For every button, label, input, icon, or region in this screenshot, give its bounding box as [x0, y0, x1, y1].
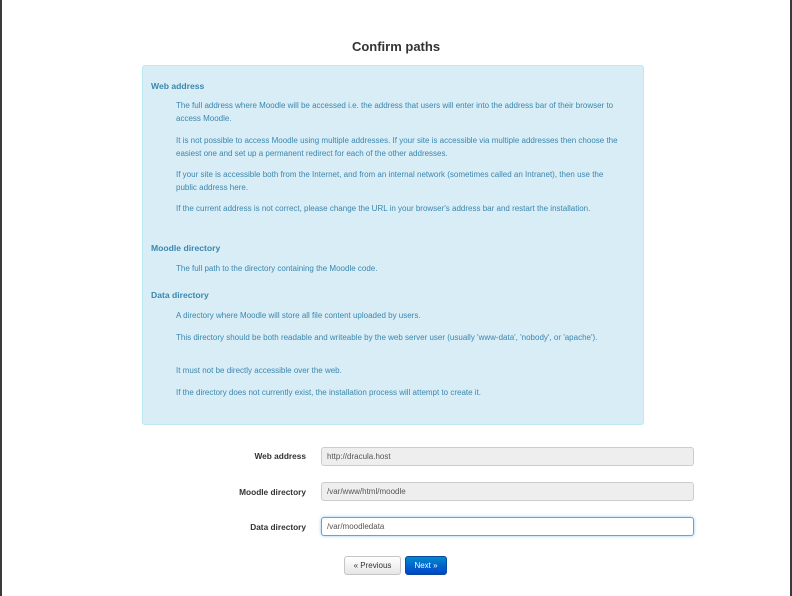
previous-button[interactable]: « Previous — [344, 556, 401, 575]
window-left-border — [0, 0, 2, 596]
page-title: Confirm paths — [351, 39, 441, 54]
data-directory-label: Data directory — [250, 522, 306, 532]
moodle-directory-field[interactable] — [321, 482, 694, 501]
data-directory-para-3: It must not be directly accessible over the web. — [176, 366, 342, 375]
web-address-para-2: It is not possible to access Moodle using multiple addresses. If your site is accessible via multiple addresses then choose the easiest one and set up a permanent redirect for each of the other addresses. — [176, 136, 618, 158]
web-address-para-1: The full address where Moodle will be accessed i.e. the address that users will enter into the address bar of their browser to access Moodle. — [176, 101, 614, 123]
data-directory-para-4: If the directory does not currently exist, the installation process will attempt to create it. — [176, 388, 482, 397]
web-address-label: Web address — [254, 451, 306, 461]
data-directory-para-1: A directory where Moodle will store all file content uploaded by users. — [176, 311, 421, 320]
moodle-directory-heading: Moodle directory — [151, 243, 221, 253]
web-address-para-3: If your site is accessible both from the Internet, and from an internal network (sometimes called an Intranet), then use the public address here. — [176, 170, 604, 192]
web-address-para-4: If the current address is not correct, please change the URL in your browser's address bar and restart the installation. — [176, 204, 591, 213]
info-box — [142, 65, 644, 425]
moodle-directory-para-1: The full path to the directory containing the Moodle code. — [176, 264, 378, 273]
next-button[interactable]: Next » — [405, 556, 447, 575]
web-address-field[interactable] — [321, 447, 694, 466]
web-address-heading: Web address — [151, 81, 205, 91]
data-directory-heading: Data directory — [151, 290, 209, 300]
data-directory-field[interactable] — [321, 517, 694, 536]
data-directory-para-2: This directory should be both readable and writeable by the web server user (usually 'www-data', 'nobody', or 'apache'). — [176, 333, 598, 342]
moodle-directory-label: Moodle directory — [239, 487, 306, 497]
